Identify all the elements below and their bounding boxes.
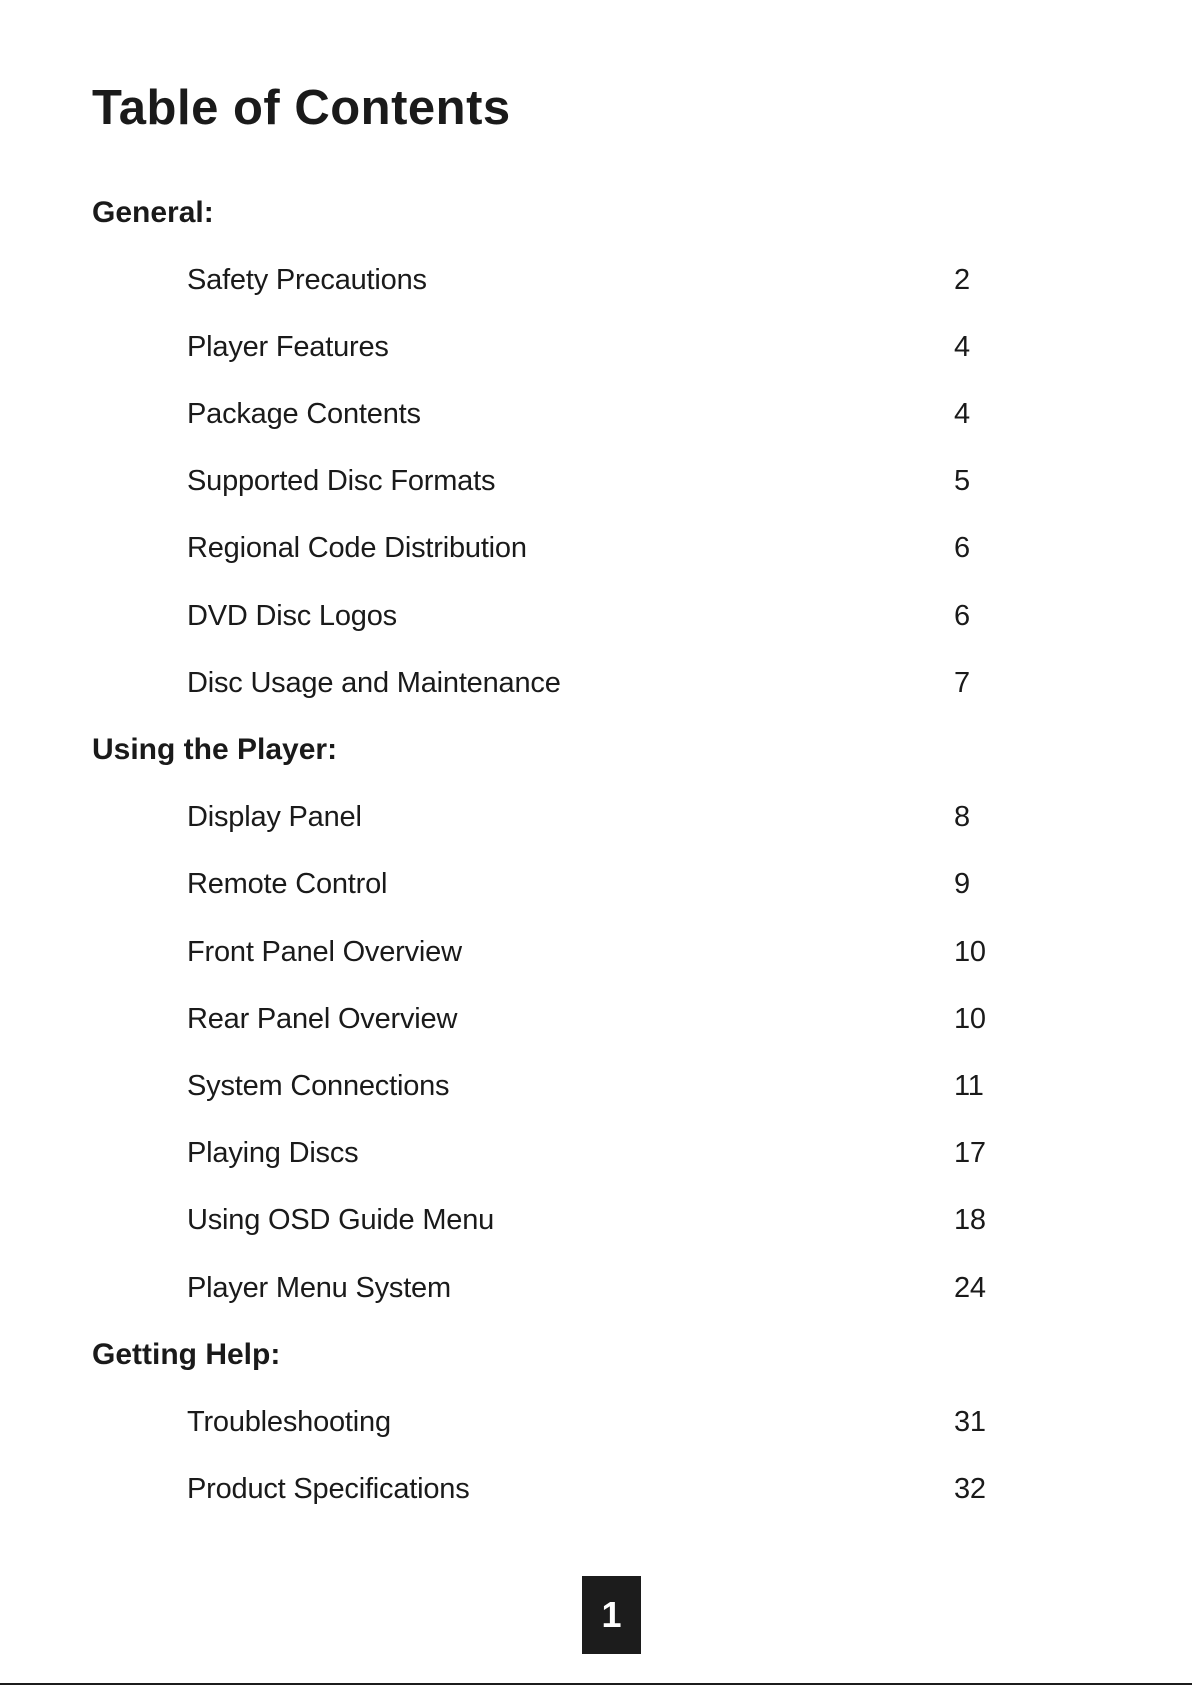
toc-entry-page: 24: [954, 1272, 986, 1304]
toc-entry-title: DVD Disc Logos: [187, 600, 397, 632]
page-title: Table of Contents: [92, 81, 511, 135]
toc-entry[interactable]: [187, 1200, 987, 1240]
toc-entry[interactable]: [187, 260, 987, 300]
toc-entry[interactable]: [187, 596, 987, 636]
toc-entry[interactable]: [187, 999, 987, 1039]
toc-entry[interactable]: [187, 1469, 987, 1509]
page-number-badge: 1: [582, 1576, 641, 1654]
toc-entry[interactable]: [187, 932, 987, 972]
toc-entry-page: 4: [954, 331, 970, 363]
toc-entry-title: Using OSD Guide Menu: [187, 1204, 495, 1236]
toc-entry[interactable]: [187, 1066, 987, 1106]
toc-entry-page: 10: [954, 936, 986, 968]
toc-entry[interactable]: [187, 1133, 987, 1173]
toc-entry-title: Disc Usage and Maintenance: [187, 667, 561, 699]
toc-entry-page: 2: [954, 264, 970, 296]
toc-entry-page: 5: [954, 465, 970, 497]
toc-entry-title: Player Menu System: [187, 1272, 451, 1304]
toc-entry-title: Supported Disc Formats: [187, 465, 496, 497]
toc-entry[interactable]: [187, 797, 987, 837]
toc-entry-title: Front Panel Overview: [187, 936, 462, 968]
toc-entry-title: Package Contents: [187, 398, 421, 430]
toc-entry-title: System Connections: [187, 1070, 450, 1102]
toc-entry-title: Regional Code Distribution: [187, 532, 527, 564]
toc-entry[interactable]: [187, 327, 987, 367]
toc-entry[interactable]: [187, 394, 987, 434]
toc-entry-title: Safety Precautions: [187, 264, 427, 296]
toc-entry-title: Troubleshooting: [187, 1406, 391, 1438]
toc-entry-title: Remote Control: [187, 868, 388, 900]
toc-entry-page: 31: [954, 1406, 986, 1438]
toc-entry[interactable]: [187, 461, 987, 501]
section-heading-using-the-player: Using the Player:: [92, 733, 338, 766]
toc-entry-page: 18: [954, 1204, 986, 1236]
toc-entry[interactable]: [187, 1268, 987, 1308]
toc-entry-title: Playing Discs: [187, 1137, 359, 1169]
toc-entry[interactable]: [187, 864, 987, 904]
toc-entry[interactable]: [187, 1402, 987, 1442]
toc-entry-page: 17: [954, 1137, 986, 1169]
toc-entry-page: 32: [954, 1473, 986, 1505]
toc-entry-page: 10: [954, 1003, 986, 1035]
toc-entry-page: 6: [954, 600, 970, 632]
toc-entry-page: 8: [954, 801, 970, 833]
toc-entry[interactable]: [187, 663, 987, 703]
toc-entry-title: Rear Panel Overview: [187, 1003, 458, 1035]
section-heading-getting-help: Getting Help:: [92, 1338, 281, 1371]
toc-entry-page: 11: [954, 1070, 984, 1102]
toc-entry-title: Product Specifications: [187, 1473, 470, 1505]
toc-entry[interactable]: [187, 528, 987, 568]
section-heading-general: General:: [92, 196, 214, 229]
toc-entry-page: 6: [954, 532, 970, 564]
toc-entry-title: Display Panel: [187, 801, 362, 833]
toc-entry-page: 9: [954, 868, 970, 900]
toc-entry-page: 7: [954, 667, 970, 699]
toc-entry-page: 4: [954, 398, 970, 430]
toc-entry-title: Player Features: [187, 331, 389, 363]
